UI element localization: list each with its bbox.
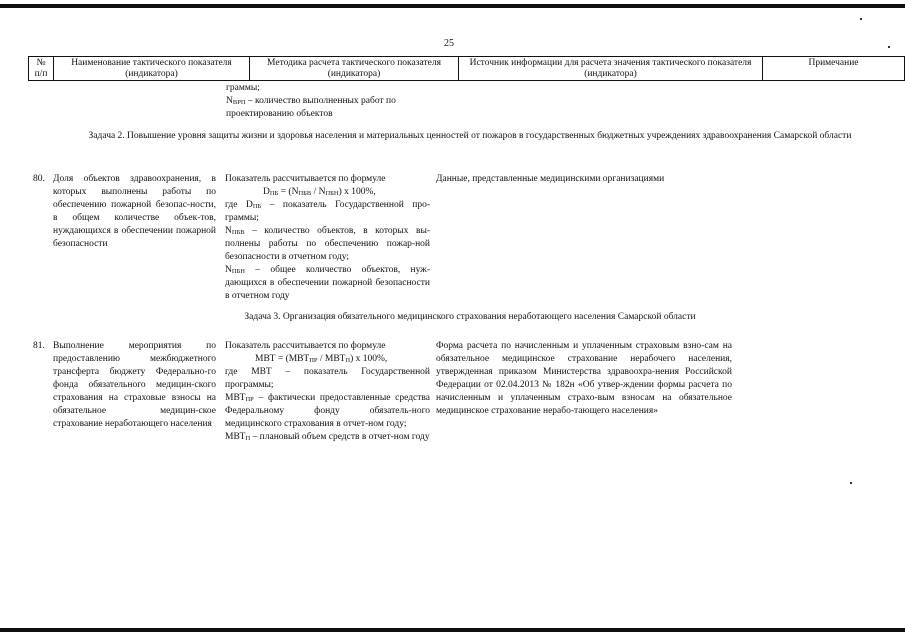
header-col-method: Методика расчета тактического показателя (индикатора): [250, 57, 459, 81]
method-intro: Показатель рассчитывается по формуле: [225, 341, 386, 351]
definition: $МВТ_{ПР}$ – фактически предоставленные средства Федеральному фонду обязатель-ного медицинского страхования в отчет-ном году;: [225, 393, 430, 429]
header-col-source: Источник информации для расчета значения тактического показателя (индикатора): [459, 57, 763, 81]
symbol: N: [226, 96, 233, 106]
header-col-number: № п/п: [29, 57, 54, 81]
top-scan-border: [0, 4, 905, 8]
definition: где $D_{ПБ}$ – показатель Государственной про-граммы;: [225, 200, 431, 223]
carryover-line: [226, 95, 430, 108]
definition: $N_{ПБВ}$ – количество объектов, в которых вы-полнены работы по обеспечению пожар-ной безопасности в отчетном году;: [225, 226, 430, 262]
row-81-source: Форма расчета по начисленным и уплаченным страховым взно-сам на обязательное медицинское страхование нерабочего населения, утвержденная приказом Министерства здравоохра-нения Российской Федерации от 02.04.2013 № 182н «Об утвер-ждении формы расчета по начисленным и уплаченным страхо-вым взносам на обязательное медицинское страхование нерабо-тающего населения»: [436, 341, 732, 416]
definition: где МВТ – показатель Государственной программы;: [225, 367, 430, 390]
row-81-number: 81.: [33, 341, 45, 351]
bottom-scan-border: [0, 628, 905, 632]
definition-text: – количество выполненных работ по: [245, 96, 396, 106]
formula: МВТ = $(МВТ_{ПР} / МВТ_П)$ x 100%,: [255, 354, 388, 364]
row-80-source: Данные, представленные медицинскими организациями: [436, 174, 665, 184]
header-col-note: Примечание: [763, 57, 905, 81]
row-80-indicator-name: Доля объектов здравоохранения, в которых выполнены работы по обеспечению пожарной безопас-ности, в общем количестве объек-тов, нуждающихся в обеспечении пожарной безопасности: [53, 174, 216, 249]
page-number: 25: [444, 38, 454, 49]
carryover-text: [226, 82, 430, 121]
subscript: ВРП: [232, 99, 246, 106]
header-bottom-rule: [28, 80, 904, 81]
task-2-heading: Задача 2. Повышение уровня защиты жизни и здоровья населения и материальных ценностей от пожаров в государственных бюджетных учреждениях здравоохранения Самарской области: [88, 131, 852, 141]
row-80-method: [225, 173, 430, 303]
scan-speck: [860, 18, 862, 20]
carryover-line: граммы;: [226, 83, 260, 93]
row-81-method: [225, 340, 430, 444]
row-80-number: 80.: [33, 174, 45, 184]
table-header: [28, 56, 905, 81]
scan-speck: [888, 46, 890, 48]
header-col-name: Наименование тактического показателя (индикатора): [54, 57, 250, 81]
definition: $МВТ_П$ – плановый объем средств в отчет-ном году: [225, 432, 430, 442]
formula: $D_{ПБ} = (N_{ПБВ} / N_{ПБН})$ x 100%,: [263, 187, 376, 197]
task-3-heading: Задача 3. Организация обязательного медицинского страхования неработающего населения Самарской области: [244, 312, 696, 322]
method-intro: Показатель рассчитывается по формуле: [225, 174, 386, 184]
scan-speck: [850, 482, 852, 484]
row-81-indicator-name: Выполнение мероприятия по предоставлению межбюджетного трансферта бюджету Федерально-го фонда обязательного медицин-ского страхования на страховые взносы на обязательное медицин-ское страхование неработающего населения: [53, 341, 216, 429]
definition: $N_{ПБН}$ – общее количество объектов, нуж-дающихся в обеспечении пожарной безопасности в отчетном году: [225, 265, 430, 301]
carryover-line: проектированию объектов: [226, 109, 333, 119]
